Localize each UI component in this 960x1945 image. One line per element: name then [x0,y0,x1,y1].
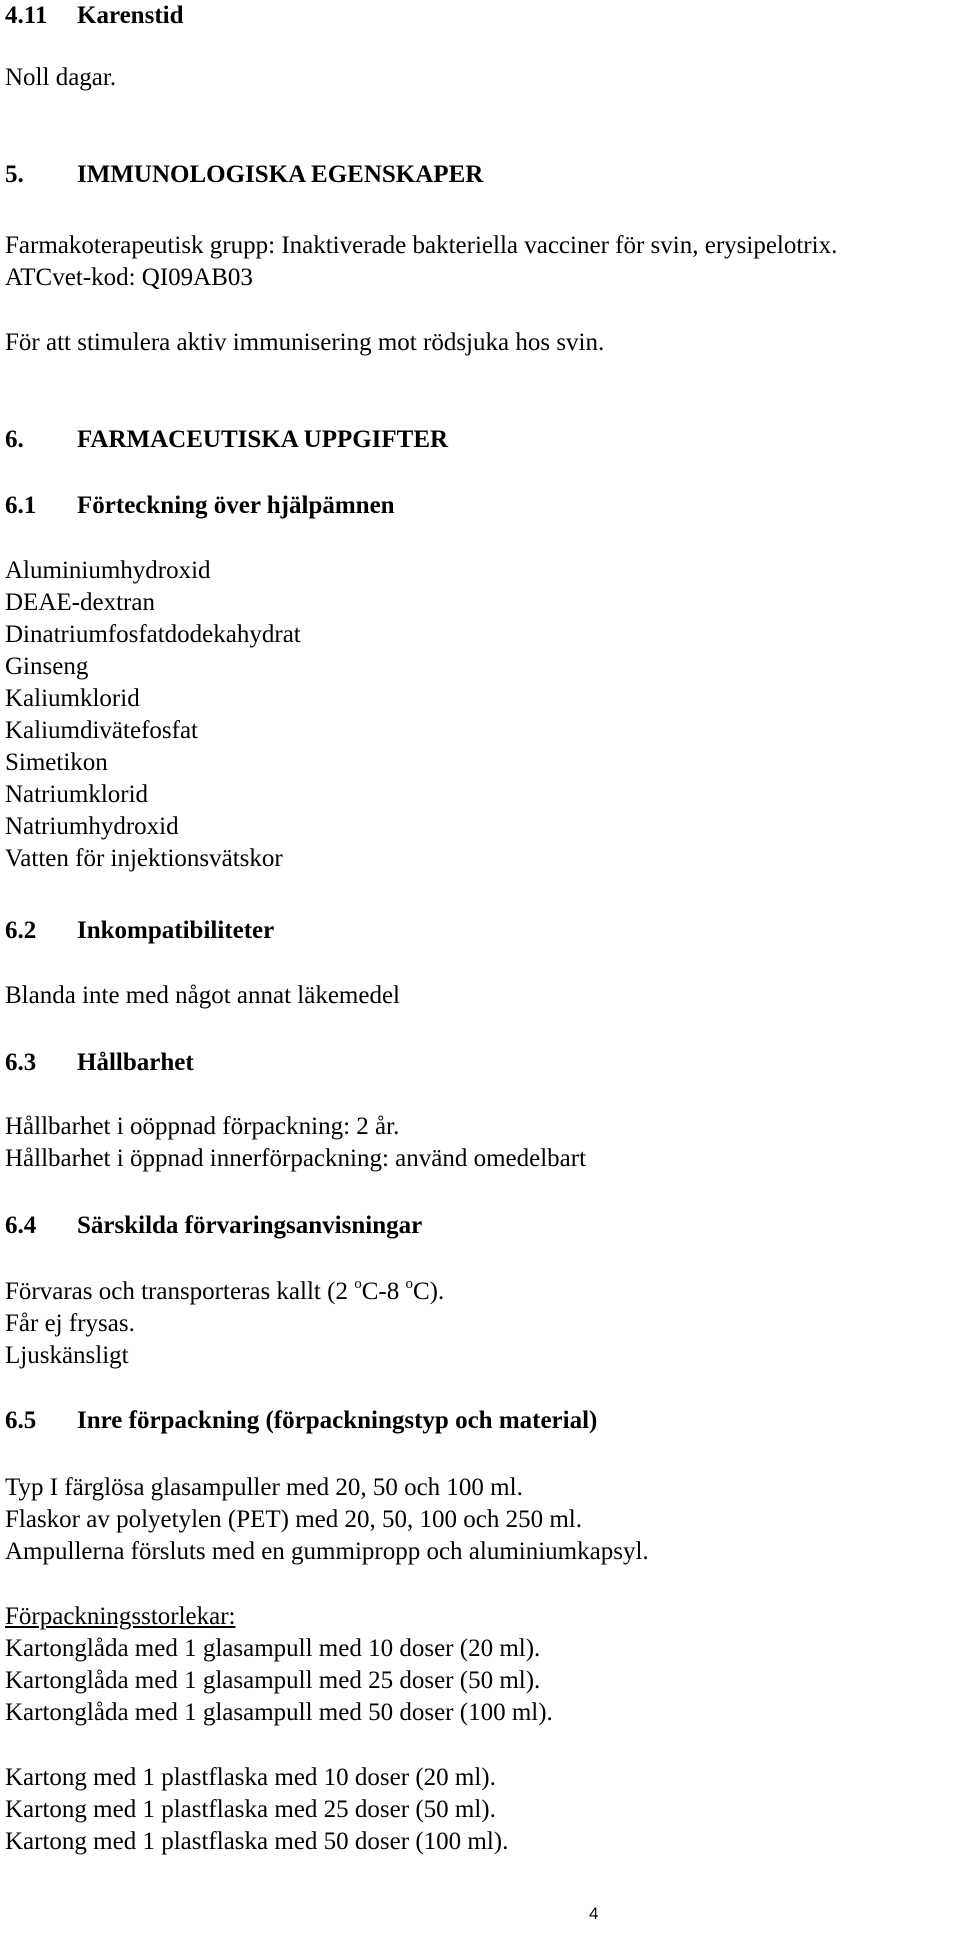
page-number: 4 [589,1904,599,1923]
storage-temperature: Förvaras och transporteras kallt (2 $^o$C-8 $^o$C). [5,1276,445,1305]
heading-6 [5,424,448,456]
excipient-item: Dinatriumfosfatdodekahydrat [5,621,301,648]
container-text: Flaskor av polyetylen (PET) med 20, 50, 100 och 250 ml. [5,1506,583,1533]
pack-size-item: Kartong med 1 plastflaska med 10 doser (20 ml). [5,1764,496,1791]
excipient-item: Ginseng [5,653,89,680]
excipient-item: Kaliumklorid [5,685,140,712]
heading-4-11 [5,0,184,32]
section-number: 4.11 [5,2,48,29]
degree-sign: o [405,1276,413,1292]
section-title: IMMUNOLOGISKA EGENSKAPER [77,161,484,188]
excipient-item: DEAE-dextran [5,589,155,616]
heading-6-3 [5,1047,194,1079]
heading-6-2 [5,915,274,947]
section-number: 6. [5,426,24,453]
incompatibility-text: Blanda inte med något annat läkemedel [5,982,400,1009]
section-title: Inre förpackning (förpackningstyp och material) [77,1407,598,1434]
section-number: 6.4 [5,1212,37,1239]
pack-size-item: Kartonglåda med 1 glasampull med 50 doser (100 ml). [5,1699,553,1726]
atcvet-code: ATCvet-kod: QI09AB03 [5,264,253,291]
section-number: 6.2 [5,917,37,944]
excipient-item: Vatten för injektionsvätskor [5,845,283,872]
section-title: Hållbarhet [77,1049,194,1076]
pack-size-item: Kartong med 1 plastflaska med 50 doser (100 ml). [5,1828,509,1855]
shelf-life-opened: Hållbarhet i öppnad innerförpackning: använd omedelbart [5,1145,587,1172]
light-sensitive: Ljuskänsligt [5,1342,129,1369]
section-title: Inkompatibiliteter [77,917,275,944]
excipient-item: Natriumhydroxid [5,813,179,840]
heading-6-5 [5,1405,597,1437]
pack-sizes-label: Förpackningsstorlekar: [5,1603,236,1630]
degree-sign: o [354,1276,362,1292]
excipient-item: Natriumklorid [5,781,149,808]
section-title: FARMACEUTISKA UPPGIFTER [77,426,449,453]
heading-6-1 [5,490,395,522]
section-title: Förteckning över hjälpämnen [77,492,395,519]
shelf-life-unopened: Hållbarhet i oöppnad förpackning: 2 år. [5,1113,400,1140]
pack-size-item: Kartong med 1 plastflaska med 25 doser (50 ml). [5,1796,496,1823]
section-title: Karenstid [77,2,184,29]
section-number: 6.1 [5,492,37,519]
section-title: Särskilda förvaringsanvisningar [77,1212,423,1239]
section-number: 6.3 [5,1049,37,1076]
section-number: 5. [5,161,24,188]
withdrawal-text: Noll dagar. [5,64,117,91]
heading-5 [5,159,483,191]
section-number: 6.5 [5,1407,37,1434]
do-not-freeze: Får ej frysas. [5,1310,135,1337]
excipient-item: Aluminiumhydroxid [5,557,211,584]
heading-6-4 [5,1210,422,1242]
immunisation-text: För att stimulera aktiv immunisering mot rödsjuka hos svin. [5,329,605,356]
container-text: Typ I färglösa glasampuller med 20, 50 och 100 ml. [5,1474,523,1501]
pack-size-item: Kartonglåda med 1 glasampull med 25 doser (50 ml). [5,1667,541,1694]
excipient-item: Kaliumdivätefosfat [5,717,198,744]
pharmacotherapeutic-group: Farmakoterapeutisk grupp: Inaktiverade bakteriella vacciner för svin, erysipelotrix. [5,232,838,259]
excipient-item: Simetikon [5,749,108,776]
pack-size-item: Kartonglåda med 1 glasampull med 10 doser (20 ml). [5,1635,541,1662]
container-text: Ampullerna försluts med en gummipropp och aluminiumkapsyl. [5,1538,649,1565]
